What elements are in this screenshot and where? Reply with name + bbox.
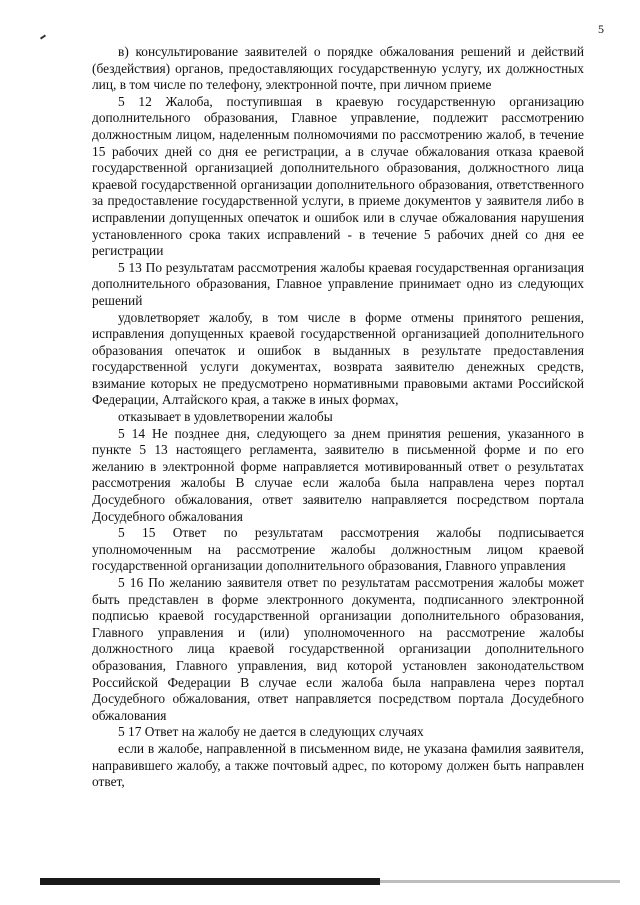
- paragraph-no-surname: если в жалобе, направленной в письменном виде, не указана фамилия заявителя, направившего жалобу, а также почтовый адрес, по которому должен быть направлен ответ,: [92, 740, 584, 790]
- paragraph-5-16: 5 16 По желанию заявителя ответ по результатам рассмотрения жалобы может быть представлен в форме электронного документа, подписанного электронной подписью краевой государственной организации дополнительного образования, Главного управления и (или) уполномоченного на рассмотрение жалобы должностного лица краевой государственной организации дополнительного образования, Главного управления, вид которой установлен законодательством Российской Федерации В случае если жалоба была направлена через портал Досудебного обжалования, ответ направляется посредством портала Досудебного обжалования: [92, 575, 584, 723]
- scan-edge-light-bar: [380, 880, 620, 883]
- page-number: 5: [598, 22, 604, 36]
- paragraph-5-13: 5 13 По результатам рассмотрения жалобы краевая государственная организация дополнительного образования, Главное управление принимает одно из следующих решений: [92, 259, 584, 308]
- paragraph-satisfies-complaint: удовлетворяет жалобу, в том числе в форме отмены принятого решения, исправления допущенных краевой государственной организацией дополнительного образования опечаток и ошибок в выданных в результате предоставления государственной услуги документах, возврата заявителю денежных средств, взимание которых не предусмотрено нормативными правовыми актами Российской Федерации, Алтайского края, а также в иных формах,: [92, 309, 584, 408]
- paragraph-5-17: 5 17 Ответ на жалобу не дается в следующих случаях: [118, 724, 424, 740]
- paragraph-5-12: 5 12 Жалоба, поступившая в краевую государственную организацию дополнительного образования, Главное управление, подлежит рассмотрению должностным лицом, наделенным полномочиями по рассмотрению жалоб, в течение 15 рабочих дней со дня ее регистрации, а в случае обжалования отказа краевой государственной организацией дополнительного образования, должностного лица краевой государственной организации дополнительного образования, ответственного за предоставление государственной услуги, в приеме документов у заявителя либо в исправлении допущенных опечаток и ошибок или в случае обжалования нарушения установленного срока таких исправлений - в течение 5 рабочих дней со дня ее регистрации: [92, 93, 584, 259]
- paragraph-consulting: в) консультирование заявителей о порядке обжалования решений и действий (бездействия) органов, предоставляющих государственную услугу, их должностных лиц, в том числе по телефону, электронной почте, при личном приеме: [92, 44, 584, 93]
- document-body: [92, 44, 584, 791]
- scan-edge-dark-bar: [40, 878, 380, 885]
- paragraph-5-14: 5 14 Не позднее дня, следующего за днем принятия решения, указанного в пункте 5 13 настоящего регламента, заявителю в письменной форме и по его желанию в электронной форме направляется мотивированный ответ о результатах рассмотрения жалобы В случае если жалоба была направлена через портал Досудебного обжалования, ответ заявителю направляется посредством портала Досудебного обжалования: [92, 425, 584, 524]
- scan-artifact-mark: [40, 34, 46, 39]
- paragraph-refuses-complaint: отказывает в удовлетворении жалобы: [118, 409, 333, 425]
- scan-bottom-edge: [0, 875, 640, 905]
- paragraph-5-15: 5 15 Ответ по результатам рассмотрения жалобы подписывается уполномоченным на рассмотрение жалобы должностным лицом краевой государственной организации дополнительного образования, Главного управления: [92, 525, 584, 574]
